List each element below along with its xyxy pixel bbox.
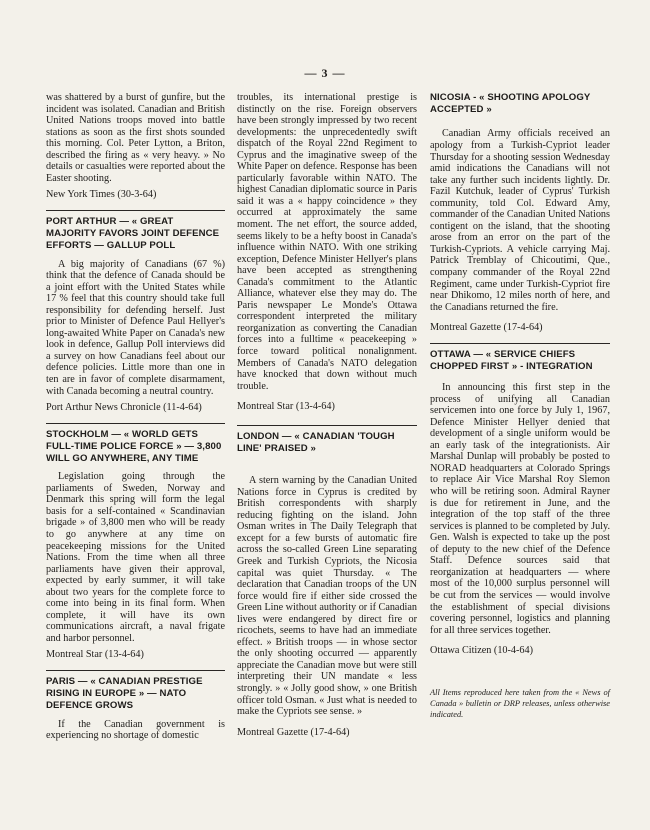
article-headline: STOCKHOLM — « WORLD GETS FULL-TIME POLICE FORCE » — 3,800 WILL GO ANYWHERE, ANY TIME [46,428,222,465]
article-headline: NICOSIA - « SHOOTING APOLOGY ACCEPTED » [430,92,591,116]
article-source: Montreal Gazette (17-4-64) [237,726,350,738]
page-number: — 3 — [304,66,346,80]
article-body: Canadian Army officials received an apology from a Turkish-Cypriot leader Thursday for a shooting session Wednesday amid indications the Canadians will not take any further such incidents lightly. Dr. Fazil Kutchuk, leader of Cyprus' Turkish community, told Col. Edward Amy, commander of the Canadian United Nations contigent on the island, that the shooting arose from an error on the part of the Turkish-Cypriots. A vehicle carrying Maj. Patrick Tremblay of Chicoutimi, Que., company commander of the Royal 22nd Regiment, came under Turkish-Cypriot fire near Dhikomo, 12 miles north of here, and the Canadians returned the fire. [430,128,610,313]
article-port-arthur [46,211,225,414]
article-body: In announcing this first step in the process of unifying all Canadian servicemen into one force by July 1, 1967, Defence Minister Hellyer denied that development of a single uniform would be an early task of the integrationists. Air Marshal Dunlap will probably be posted to NORAD headquarters at Colorado Springs to replace Air Vice Marshal Roy Slemon who will be retiring soon. Admiral Rayner is due for retirement in June, and the integration of the top staff of the three services is planned to be completed by July. Gen. Walsh is expected to take up the post of deputy to the new chief of the Defence Staff. Defence sources said that reorganization at headquarters — where most of the 10,000 surplus personnel will be cut from the services — would involve the establishment of special divisions covering personnel, logistics and planning for all three services together. [430,382,610,636]
article-source: Port Arthur News Chronicle (11-4-64) [46,402,202,414]
article-headline: PORT ARTHUR — « GREAT MAJORITY FAVORS JOINT DEFENCE EFFORTS — GALLUP POLL [46,215,220,252]
article-london [237,426,417,738]
article-source: New York Times (30-3-64) [46,189,157,201]
column-right [430,92,610,720]
article-ottawa [430,344,610,657]
article-body: If the Canadian government is experiencing no shortage of domestic [46,718,225,742]
article-paris [46,671,225,742]
column-middle [237,92,417,738]
article-source: Ottawa Citizen (10-4-64) [430,645,533,657]
article-body: Legislation going through the parliaments of Sweden, Norway and Denmark this spring will form the legal basis for a self-contained « Scandinavian brigade » of 3,800 men who will be ready to go anywhere at any time on peacekeeping missions for the United Nations. From the time when all three parliaments have given their approval, expected by early summer, it will take about two years for the complete force to come into being in its final form. When complete, it will have its own communications aircraft, a naval frigate and harbor personnel. [46,471,225,644]
article-body: A stern warning by the Canadian United Nations force in Cyprus is credited by British correspondents with sharply reducing fighting on the island. John Osman writes in The Daily Telegraph that except for a few bursts of automatic fire across the so-called Green Line separating Greek and Turkish Cypriots, the Nicosia capital was quiet Thursday. « The declaration that Canadian troops of the UN force would fire if either side crossed the Green Line without authority or if Canadian lives were endangered by direct fire or ricochets, seems to have had an immediate effect. » British troops — in whose sector the only shooting occurred — apparently appreciate the Canadian move but were still interpreting their UN mandate « less strongly. » « Jolly good show, » one British officer told Osman. « Just what is needed to make the Cypriots see sense. » [237,475,417,718]
article-source: Montreal Star (13-4-64) [237,401,335,413]
article-body: A big majority of Canadians (67 %) think that the defence of Canada should be a joint effort with the United States while 17 % feel that this country should take full responsibility for defending herself. Just prior to Minister of Defence Paul Hellyer's long-awaited White Paper on Canada's new look in defence, Gallup Poll interviews did a survey on how Canadians feel about our defence policies. Little more than one in ten are in favor of complete disarmament, with Canada becoming a neutral country. [46,258,225,397]
column-left [46,92,225,742]
article-nicosia [430,92,610,334]
reproduction-note: All Items reproduced here taken from the « News of Canada » bulletin or DRP releases, unless otherwise indicated. [430,687,610,719]
article-continued [46,92,225,201]
article-body: troubles, its international prestige is distinctly on the rise. Foreign observers have been strongly impressed by two recent developments: the unprecedentedly swift dispatch of the Royal 22nd Regiment to Cyprus and the imaginative sweep of the White Paper on defence. Response has been particularly favorable within NATO. The highest Canadian diplomatic source in Paris said it was a « happy coincidence » they occurred at approximately the same moment. The net effort, the source added, seems likely to be a hefty boost in Canada's influence within NATO. With one striking exception, Defence Minister Hellyer's plans have been accepted as strengthening Canada's commitment to the Atlantic Alliance, whatever else they may do. The Paris newspaper Le Monde's Ottawa correspondent interpreted the military reorganization as converting the Canadian forces into a fulltime « peacekeeping » force toward political nonalignment. Members of Canada's NATO delegation have knocked that down without much trouble. [237,92,417,392]
article-stockholm [46,424,225,661]
article-source: Montreal Star (13-4-64) [46,649,144,661]
article-headline: LONDON — « CANADIAN 'TOUGH LINE' PRAISED » [237,430,395,454]
article-headline: OTTAWA — « SERVICE CHIEFS CHOPPED FIRST » - INTEGRATION [430,348,593,372]
article-source: Montreal Gazette (17-4-64) [430,322,543,334]
article-body: was shattered by a burst of gunfire, but the incident was isolated. Canadian and British United Nations troops moved into battle stations as soon as the first shots sounded this morning. Col. Peter Lytton, a Briton, described the firing as « very heavy. » No details or casualties were reported about the Easter shooting. [46,92,225,184]
article-headline: PARIS — « CANADIAN PRESTIGE RISING IN EUROPE » — NATO DEFENCE GROWS [46,676,203,712]
article-paris-continued [237,92,417,413]
